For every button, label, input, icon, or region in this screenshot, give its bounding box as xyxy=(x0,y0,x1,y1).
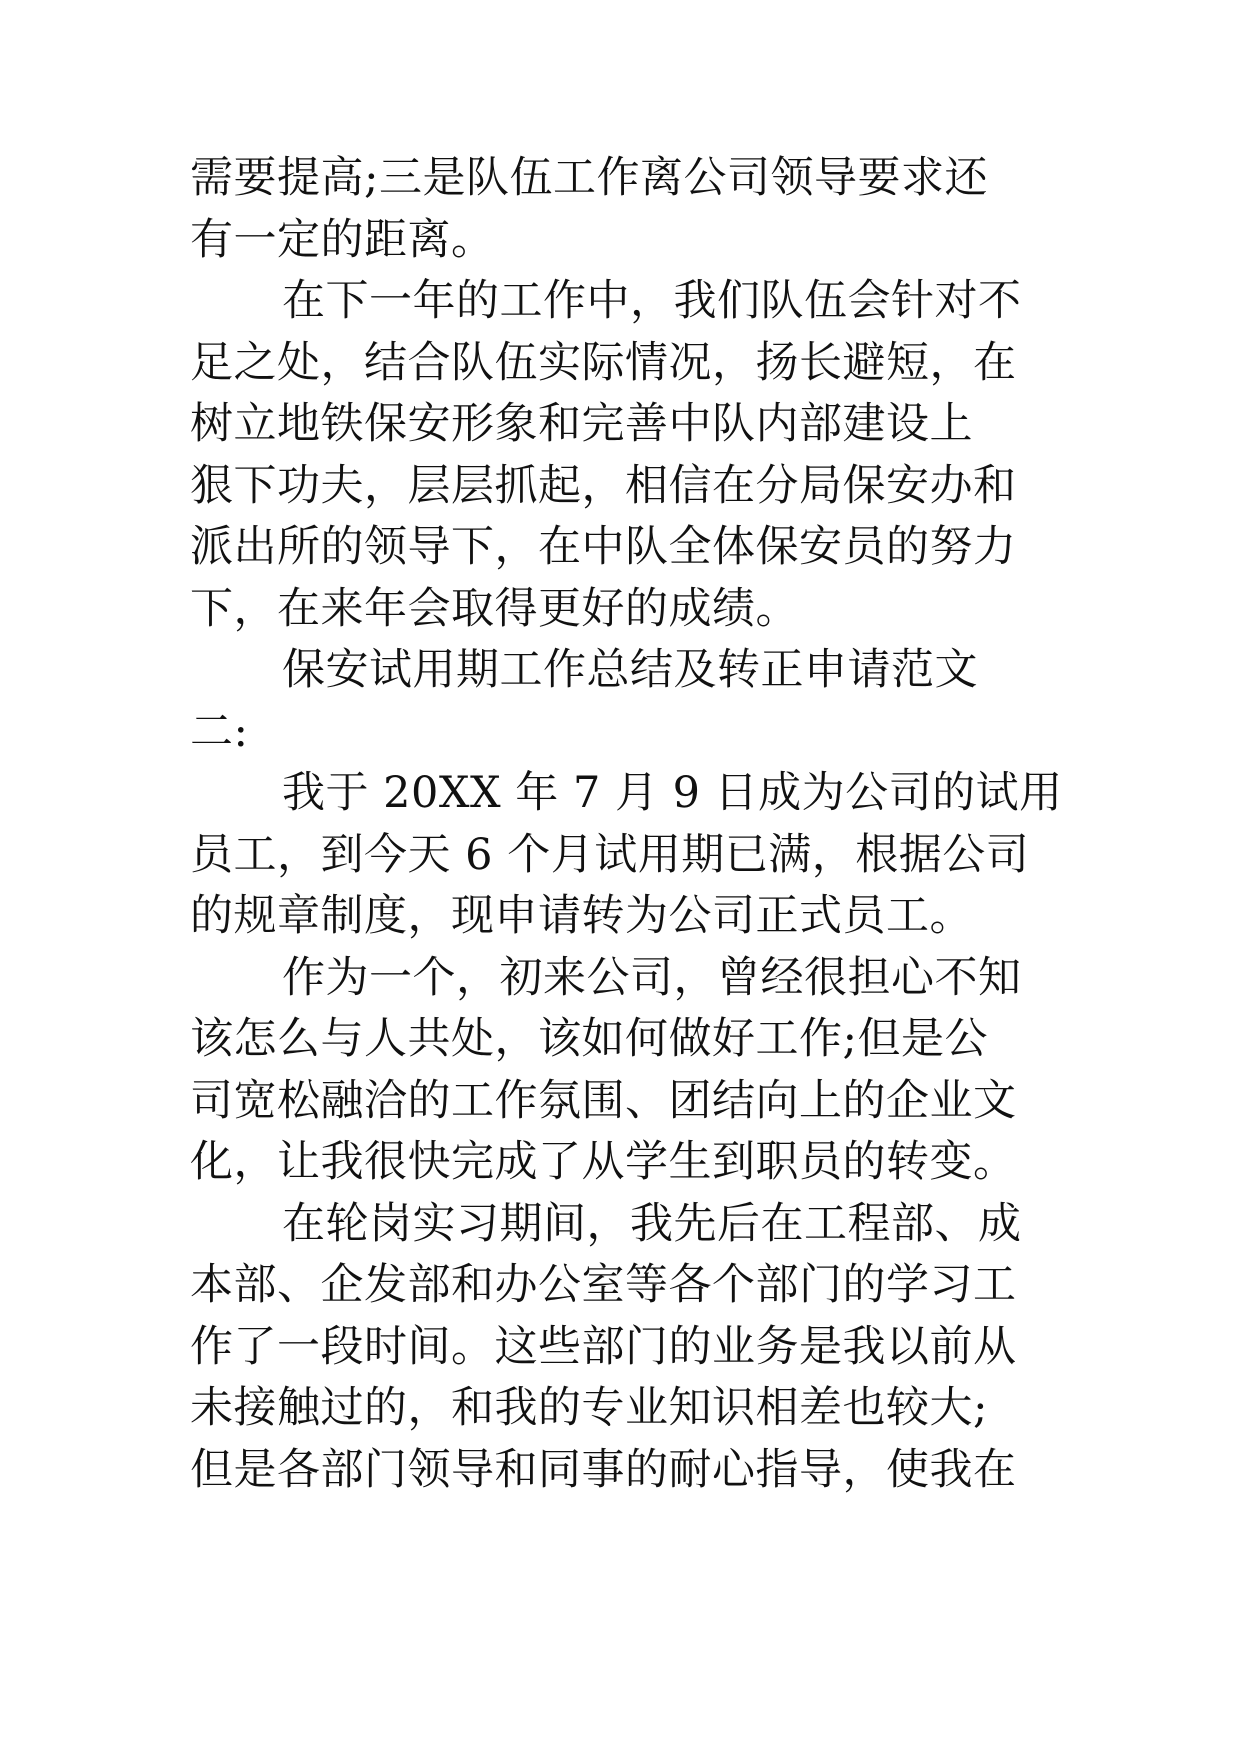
body-text xyxy=(190,148,1070,1501)
text-line: 树立地铁保安形象和完善中队内部建设上 xyxy=(190,399,973,449)
text-line: 下，在来年会取得更好的成绩。 xyxy=(190,583,799,634)
text-line: 在轮岗实习期间，我先后在工程部、成 xyxy=(282,1198,1022,1249)
text-line: 本部、企发部和办公室等各个部门的学习工 xyxy=(190,1260,1017,1310)
section-heading-cont: 二: xyxy=(190,706,249,757)
text-line: 的规章制度，现申请转为公司正式员工。 xyxy=(190,891,973,941)
text-line: 未接触过的，和我的专业知识相差也较大; xyxy=(190,1383,988,1433)
section-heading: 保安试用期工作总结及转正申请范文 xyxy=(282,645,978,695)
text-line: 足之处，结合队伍实际情况，扬长避短，在 xyxy=(190,337,1017,388)
text-line: 有一定的距离。 xyxy=(190,214,495,265)
text-line: 作了一段时间。这些部门的业务是我以前从 xyxy=(190,1321,1017,1372)
text-line: 在下一年的工作中，我们队伍会针对不 xyxy=(282,276,1022,326)
text-line: 司宽松融洽的工作氛围、团结向上的企业文 xyxy=(190,1075,1017,1126)
text-line: 员工，到今天 6 个月试用期已满，根据公司 xyxy=(190,829,1030,880)
text-line: 但是各部门领导和同事的耐心指导，使我在 xyxy=(190,1444,1017,1495)
text-line: 我于 20XX 年 7 月 9 日成为公司的试用 xyxy=(282,768,1063,818)
text-line: 作为一个，初来公司，曾经很担心不知 xyxy=(282,952,1022,1003)
text-line: 派出所的领导下，在中队全体保安员的努力 xyxy=(190,522,1017,572)
text-line: 该怎么与人共处，该如何做好工作;但是公 xyxy=(190,1014,988,1064)
text-line: 化，让我很快完成了从学生到职员的转变。 xyxy=(190,1137,1017,1187)
text-line: 狠下功夫，层层抓起，相信在分局保安办和 xyxy=(190,460,1017,511)
text-line: 需要提高;三是队伍工作离公司领导要求还 xyxy=(190,153,988,203)
